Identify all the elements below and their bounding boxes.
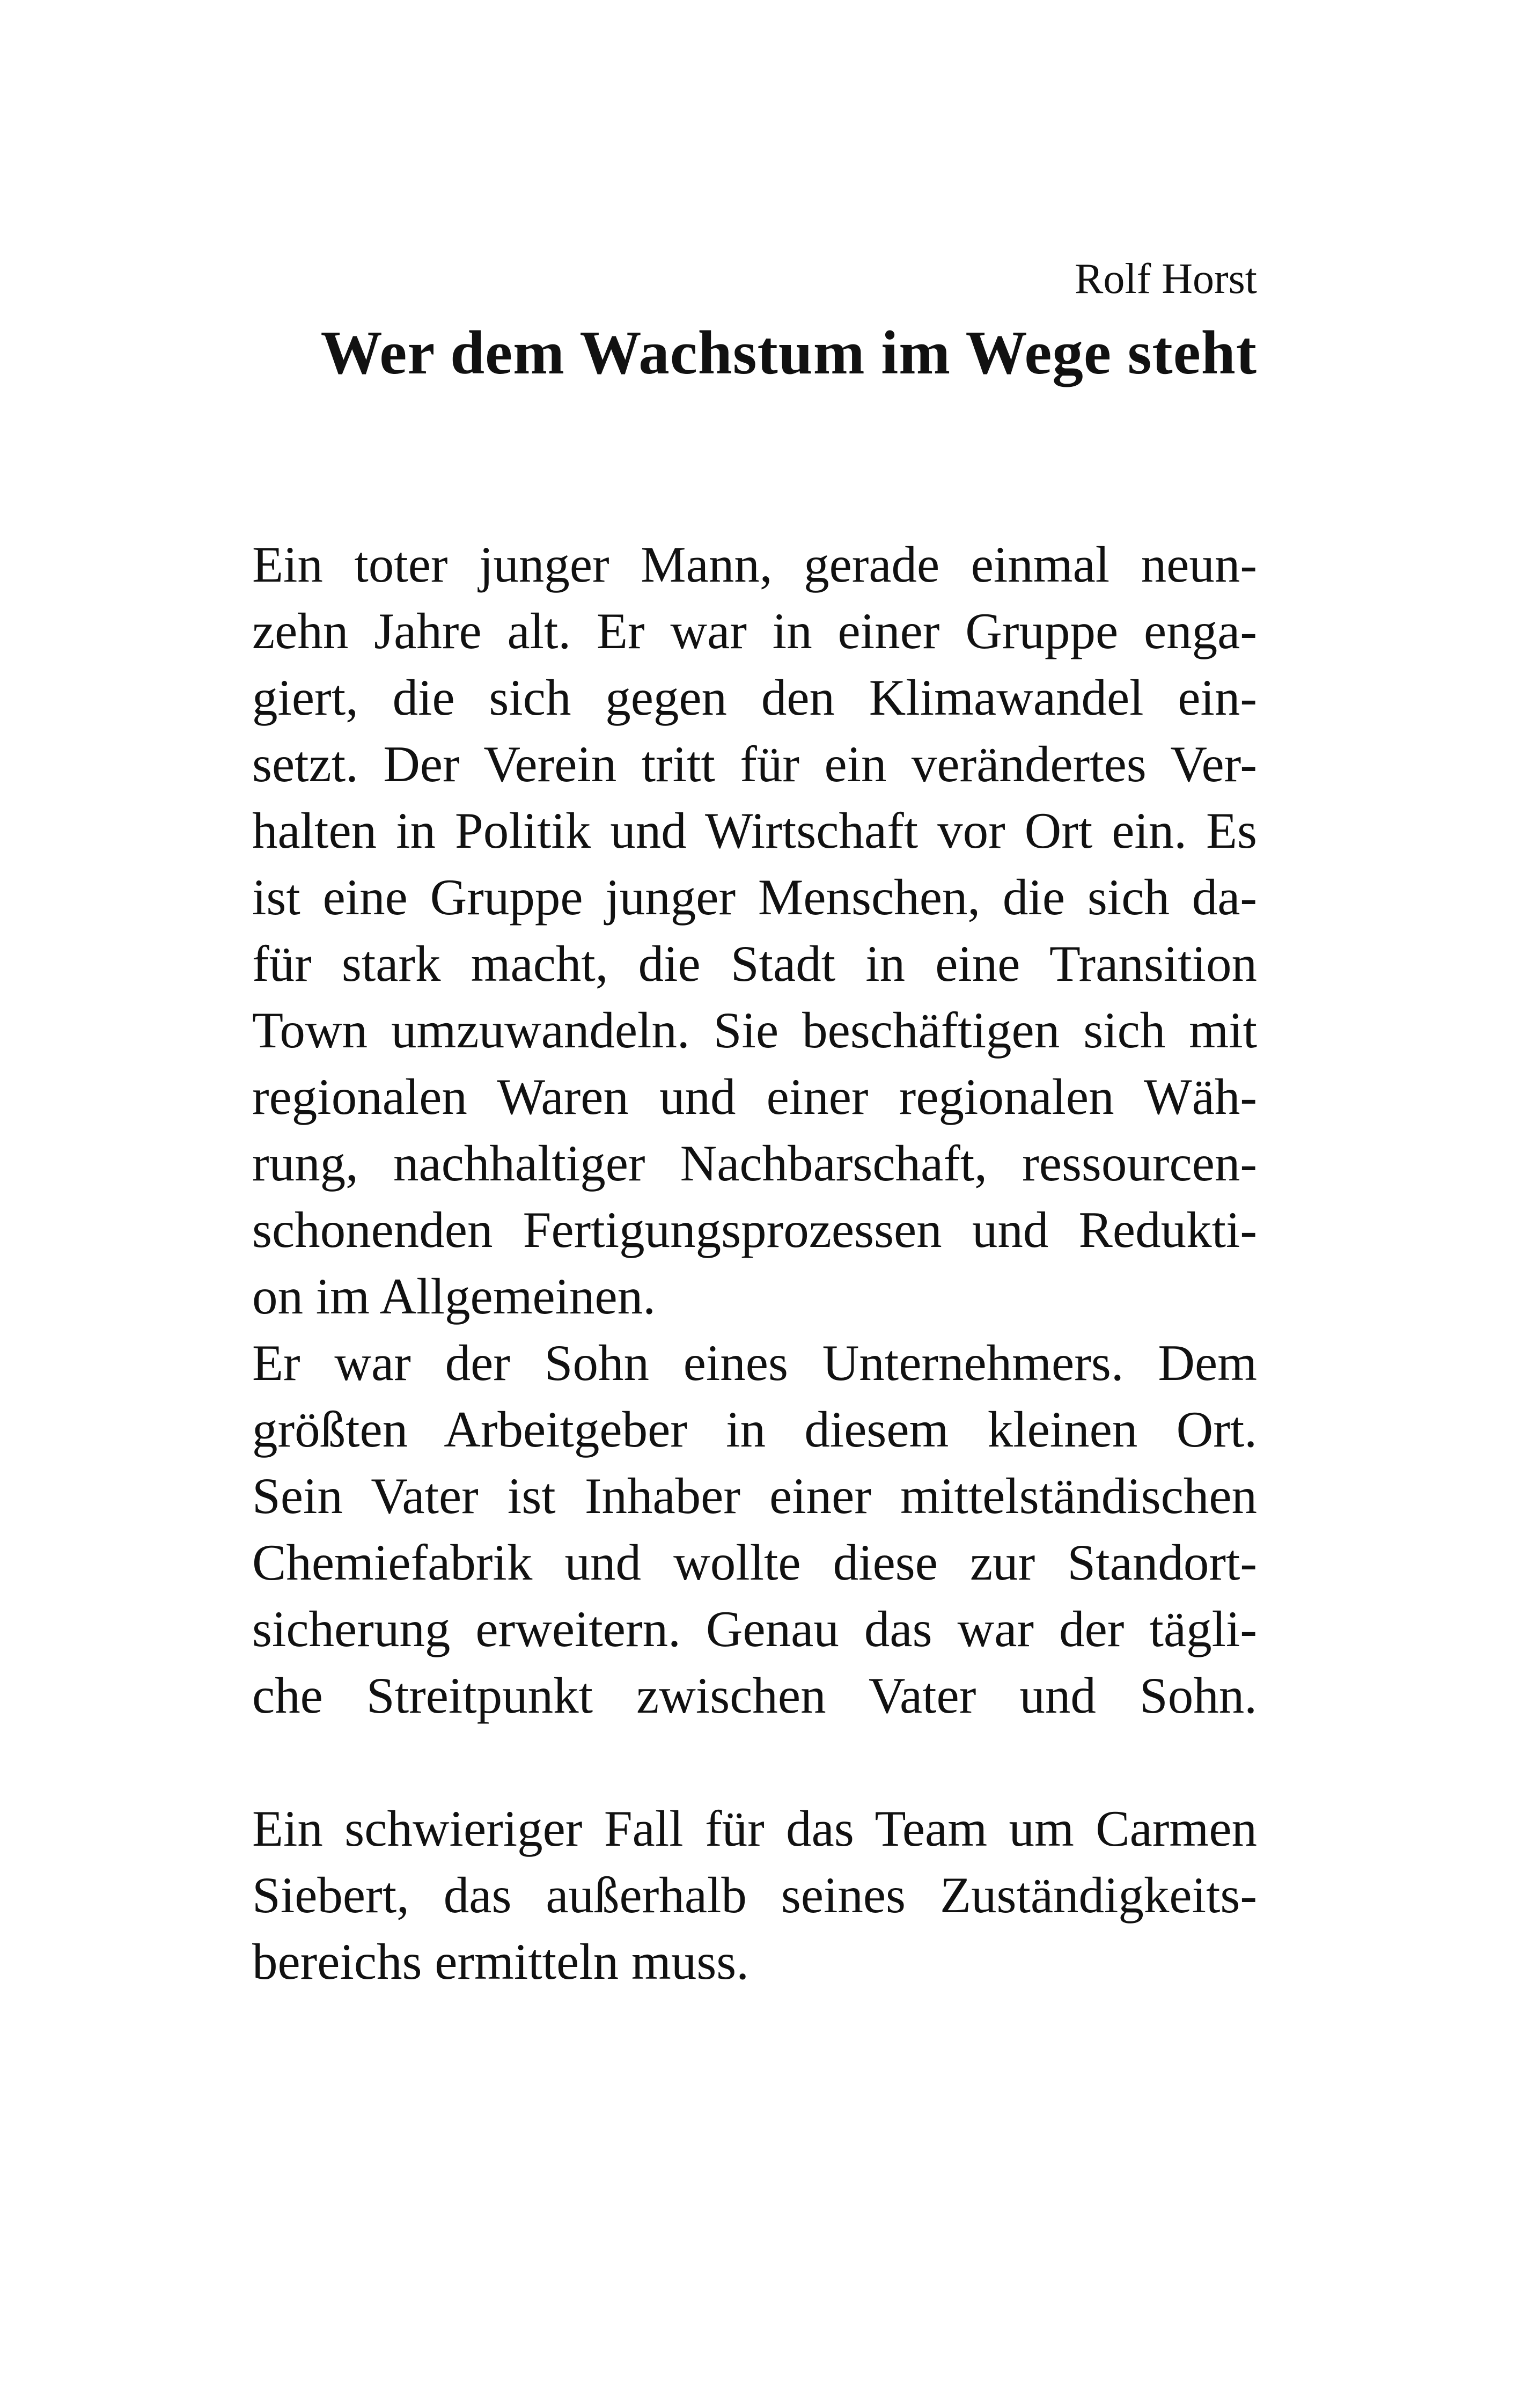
- text-line: halten in Politik und Wirtschaft vor Ort ein. Es: [252, 802, 1257, 859]
- text-line: größten Arbeitgeber in diesem kleinen Ort.: [252, 1401, 1257, 1458]
- paragraph-2: [252, 1330, 1257, 1729]
- text-line: Ein schwieriger Fall für das Team um Carmen: [252, 1800, 1257, 1857]
- text-line: sicherung erweitern. Genau das war der tägli-: [252, 1601, 1257, 1657]
- text-line: Sein Vater ist Inhaber einer mittelständischen: [252, 1467, 1257, 1524]
- text-line: giert, die sich gegen den Klimawandel ein-: [252, 669, 1257, 726]
- text-line: che Streitpunkt zwischen Vater und Sohn.: [252, 1667, 1257, 1724]
- paragraph-3: [252, 1795, 1257, 1995]
- text-line: bereichs ermitteln muss.: [252, 1933, 750, 1990]
- text-line: Ein toter junger Mann, gerade einmal neun-: [252, 536, 1257, 593]
- text-line: Chemiefabrik und wollte diese zur Standort-: [252, 1534, 1257, 1591]
- author-name: Rolf Horst: [1075, 255, 1257, 303]
- text-line: Siebert, das außerhalb seines Zuständigkeits-: [252, 1867, 1257, 1924]
- text-line: Er war der Sohn eines Unternehmers. Dem: [252, 1334, 1257, 1391]
- blurb-text: [252, 531, 1257, 1995]
- text-line: regionalen Waren und einer regionalen Wäh-: [252, 1068, 1257, 1125]
- text-line: für stark macht, die Stadt in eine Transition: [252, 935, 1257, 992]
- text-line: on im Allgemeinen.: [252, 1268, 656, 1325]
- book-title: Wer dem Wachstum im Wege steht: [320, 319, 1257, 387]
- page-header: [252, 255, 1257, 387]
- text-line: ist eine Gruppe junger Menschen, die sich da-: [252, 869, 1257, 926]
- text-line: setzt. Der Verein tritt für ein verändertes Ver-: [252, 736, 1257, 792]
- text-line: zehn Jahre alt. Er war in einer Gruppe enga-: [252, 603, 1257, 659]
- paragraph-spacer: [252, 1729, 1257, 1795]
- text-line: schonenden Fertigungsprozessen und Redukti-: [252, 1201, 1257, 1258]
- text-line: rung, nachhaltiger Nachbarschaft, ressourcen-: [252, 1135, 1257, 1192]
- text-line: Town umzuwandeln. Sie beschäftigen sich mit: [252, 1002, 1257, 1059]
- paragraph-1: [252, 531, 1257, 1330]
